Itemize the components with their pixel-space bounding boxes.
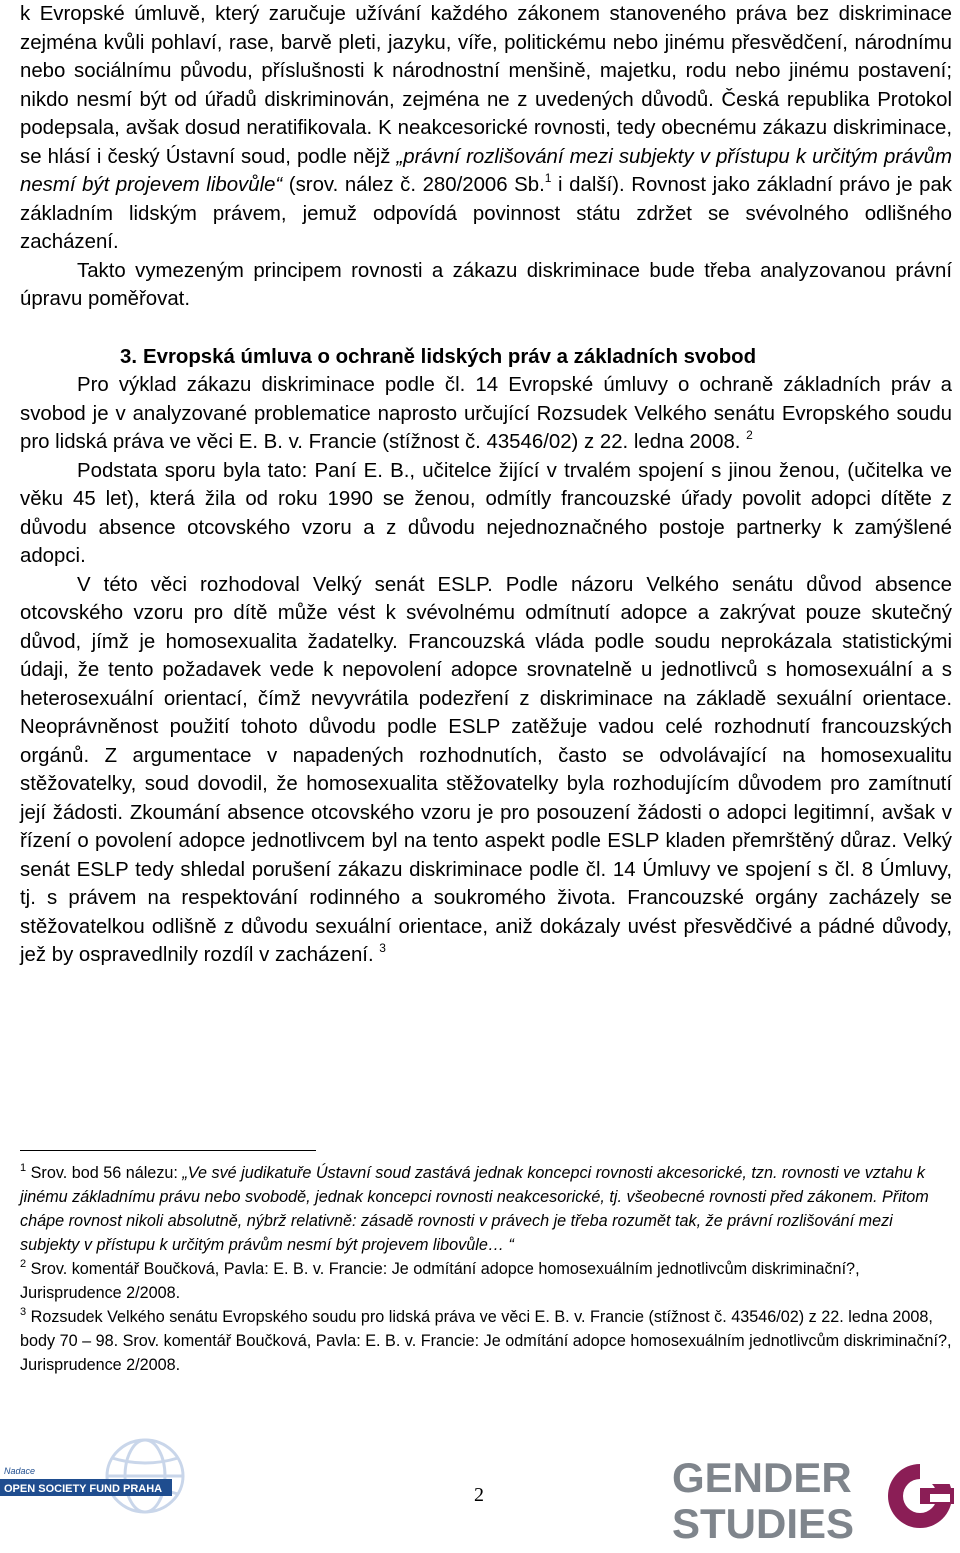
osf-name: OPEN SOCIETY FUND PRAHA <box>4 1483 163 1495</box>
footnote-text: Srov. bod 56 nálezu: <box>30 1164 183 1182</box>
page-number: 2 <box>474 1484 484 1506</box>
footnote-separator <box>20 1150 316 1151</box>
paragraph-3-text: Pro výklad zákazu diskriminace podle čl. 14 Evropské úmluvy o ochraně základních práv a svobod je v analyzované problematice naprosto určující Rozsudek Velkého senátu Evropského soudu pro lidská práva ve věci E. B. v. Francie (stížnost č. 43546/02) z 22. ledna 2008. <box>20 374 952 453</box>
page-content <box>20 0 952 970</box>
paragraph-1 <box>20 0 952 257</box>
footnote-3 <box>20 1305 952 1377</box>
footnote-ref-2[interactable]: 2 <box>746 428 753 442</box>
footnote-number: 3 <box>20 1306 27 1318</box>
gs-g-icon <box>888 1464 954 1528</box>
quote-italic: „právní rozlišování mezi subjekty v přístupu k určitým právům nesmí být projevem libovůle“ <box>20 145 952 196</box>
paragraph-2: Takto vymezeným principem rovnosti a zákazu diskriminace bude třeba analyzovanou právní úpravu poměřovat. <box>20 259 952 310</box>
footnote-2 <box>20 1257 952 1305</box>
section-number: 3. <box>120 345 138 368</box>
page-footer <box>0 1420 960 1553</box>
paragraph-4: Podstata sporu byla tato: Paní E. B., učitelce žijící v trvalém spojení s jinou ženou, (učitelka ve věku 45 let), která žila od roku 1990 se ženou, odmítly francouzské úřady povolit adopci dítěte z důvodu absence otcovského vzoru a z důvodu nejednoznačného postoje partnerky k zamýšlené adopci. <box>20 459 952 567</box>
paragraph-5 <box>20 571 952 970</box>
footnote-number: 1 <box>20 1162 27 1174</box>
paragraph-1-text-c: i další). Rovnost jako základní právo je pak základním lidským právem, jemuž odpovídá povinnost státu zdržet se svévolného odlišného zacházení. <box>20 174 952 253</box>
footnote-quote: „Ve své judikatuře Ústavní soud zastává jednak koncepci rovnosti akcesorické, tzn. rovnosti ve vztahu k jinému základnímu právu nebo svobodě, jednak koncepci rovnosti neakcesorické, tj. všeobecné rovnosti před zákonem. Přitom chápe rovnost nikoli absolutně, nýbrž relativně: zásadě rovnosti v právech je třeba rozumět tak, že právní rozlišování mezi subjekty v přístupu k určitým právům nesmí být projevem libovůle… “ <box>20 1164 929 1254</box>
section-title: Evropská úmluva o ochraně lidských práv a základních svobod <box>143 345 757 368</box>
footnote-text: Srov. komentář Boučková, Pavla: E. B. v. Francie: Je odmítání adopce homosexuálním jednotlivcům diskriminační?, Jurisprudence 2/2008. <box>20 1260 860 1302</box>
footnotes <box>20 1150 952 1377</box>
open-society-fund-logo <box>0 1432 190 1522</box>
osf-small-label: Nadace <box>4 1466 36 1476</box>
footnote-ref-1[interactable]: 1 <box>544 171 552 185</box>
osf-globe-icon <box>107 1440 183 1512</box>
footnote-number: 2 <box>20 1258 27 1270</box>
footnote-1 <box>20 1161 952 1257</box>
gs-line-1: GENDER <box>672 1454 852 1501</box>
paragraph-1-text-b: (srov. nález č. 280/2006 Sb. <box>282 174 545 196</box>
gs-line-2: STUDIES <box>672 1500 855 1544</box>
paragraph-1-text-a: k Evropské úmluvě, který zaručuje užívání každého zákonem stanoveného práva bez diskriminace zejména kvůli pohlaví, rase, barvě pleti, jazyku, víře, politickému nebo jinému přesvědčení, národnímu nebo sociálnímu původu, příslušnosti k národnostní menšině, majetku, rodu nebo jinému postavení; nikdo nesmí být od úřadů diskriminován, zejména ne z uvedených důvodů. Česká republika Protokol podepsala, avšak dosud neratifikovala. K neakcesorické rovnosti, tedy obecnému zákazu diskriminace, se hlásí i český Ústavní soud, podle nějž <box>20 3 952 168</box>
paragraph-3 <box>20 371 952 457</box>
paragraph-5-text: V této věci rozhodoval Velký senát ESLP. Podle názoru Velkého senátu důvod absence otcovského vzoru pro dítě může vést k svévolnému odmítnutí adopce a zakrývat pouze skutečný důvod, jímž je homosexualita žadatelky. Francouzská vláda podle soudu neprokázala statistickými údaji, že tento požadavek vede k nepovolení adopce srovnatelně u jednotlivců s homosexuální a s heterosexuální orientací, čímž nevyvrátila podezření z diskriminace na základě sexuální orientace. Neoprávněnost použití tohoto důvodu podle ESLP zatěžuje vadou celé rozhodnutí francouzských orgánů. Z argumentace v napadených rozhodnutích, často se odvolávající na homosexualitu stěžovatelky, soud dovodil, že homosexualita stěžovatelky byla rozhodujícím důvodem pro zamítnutí její žádosti. Zkoumání absence otcovského vzoru je pro posouzení žádosti o adopci legitimní, avšak v řízení o povolení adopce jednotlivcem byl na tento aspekt podle ESLP kladen přemrštěný důraz. Velký senát ESLP tedy shledal porušení zákazu diskriminace podle čl. 14 Úmluvy ve spojení s čl. 8 Úmluvy, tj. s právem na respektování rodinného a soukromého života. Francouzské orgány zacházely se stěžovatelkou odlišně z důvodu sexuální orientace, aniž dokázaly uvést přesvědčivé a pádné důvody, jež by ospravedlnily rozdíl v zacházení. <box>20 573 952 966</box>
gender-studies-logo <box>672 1444 957 1544</box>
section-heading <box>120 343 952 372</box>
footnote-text: Rozsudek Velkého senátu Evropského soudu pro lidská práva ve věci E. B. v. Francie (stížnost č. 43546/02) z 22. ledna 2008, body 70 – 98. Srov. komentář Boučková, Pavla: E. B. v. Francie: Je odmítání adopce homosexuálním jednotlivcům diskriminační?, Jurisprudence 2/2008. <box>20 1308 952 1374</box>
footnote-ref-3[interactable]: 3 <box>379 941 386 955</box>
